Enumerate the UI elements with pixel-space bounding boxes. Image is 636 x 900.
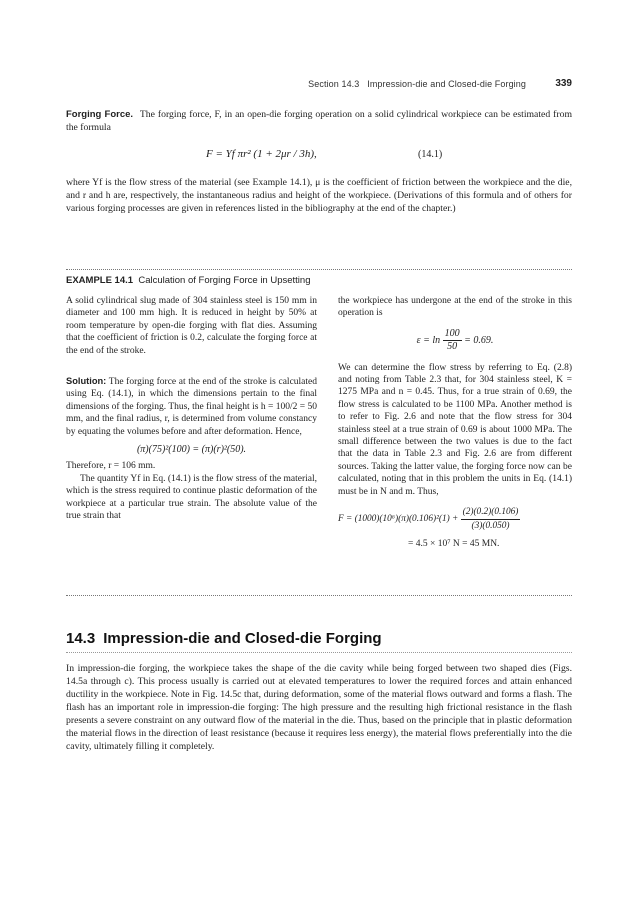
strain-fraction — [443, 328, 462, 354]
force-fraction — [461, 506, 521, 532]
example-left-column — [66, 295, 317, 523]
header-section-title: Impression-die and Closed-die Forging — [367, 79, 526, 89]
forging-force-label: Forging Force. — [66, 109, 134, 120]
example-label: EXAMPLE 14.1 — [66, 275, 134, 286]
strain-equation — [338, 328, 572, 354]
force-denominator: (3)(0.050) — [471, 520, 510, 531]
solution-label: Solution: — [66, 376, 107, 387]
example-solution — [66, 375, 317, 438]
section-heading — [66, 630, 382, 647]
volume-equation: (π)(75)²(100) = (π)(r)²(50). — [136, 444, 247, 456]
flow-stress-text: The quantity Yf in Eq. (14.1) is the flow stress of the material, which is the stress required to continue plastic deformation of the workpiece at a particular true strain. The absolute value of the true strain that — [66, 473, 317, 522]
equation-number: (14.1) — [418, 149, 443, 160]
section-title: Impression-die and Closed-die Forging — [103, 630, 382, 647]
force-eq-prefix: F = (1000)(10⁶)(π)(0.106)²(1) + — [338, 514, 459, 525]
section-underline — [66, 652, 572, 653]
therefore-line: Therefore, r = 106 mm. — [66, 461, 156, 472]
example-right-column — [338, 295, 572, 550]
section-number: 14.3 — [66, 630, 96, 647]
header-section — [308, 79, 526, 89]
formula-14-1: F = Yf πr² (1 + 2μr / 3h), — [206, 148, 317, 160]
solution-text: The forging force at the end of the stroke is calculated using Eq. (14.1), in which the dimensions pertain to the final dimensions of the forging. Thus, the final height is h = 100/2 = 50 mm, and the final radius, r, is determined from volume constancy by equating the volumes before and after deformation. Hence, — [66, 377, 317, 437]
section-body: In impression-die forging, the workpiece takes the shape of the die cavity while being forged between two shaped dies (Figs. 14.5a through c). This process usually is carried out at elevated temperatures to lower the required forces and attain enhanced ductility in the workpiece. Note in Fig. 14.5c that, during deformation, some of the material flows outward and forms a flash. The flash has an important role in impression-die forging: The high pressure and the resulting high frictional resistance in the flash presents a severe constraint on any outward flow of the material in the die. Thus, based on the principle that in plastic deformation the material flows in the direction of least resistance (because it requires less energy), the material flows preferentially into the die cavity, ultimately filling it completely. — [66, 663, 572, 752]
example-title: Calculation of Forging Force in Upsetting — [138, 275, 311, 286]
force-equation — [338, 506, 572, 532]
example-heading — [66, 275, 311, 286]
strain-intro: the workpiece has undergone at the end of the stroke in this operation is — [338, 296, 572, 319]
formula-explanation: where Yf is the flow stress of the material (see Example 14.1), μ is the coefficient of friction between the workpiece and the die, and r and h are, respectively, the instantaneous radius and height of the workpiece. (Derivations of this formula and of others for various forging processes are given in references listed in the bibliography at the end of the chapter.) — [66, 177, 572, 214]
strain-denominator: 50 — [447, 341, 458, 353]
example-bottom-rule — [66, 595, 572, 596]
flow-stress-determination: We can determine the flow stress by referring to Eq. (2.8) and noting from Table 2.3 that, for 304 stainless steel, K = 1275 MPa and n = 0.45. Thus, for a true strain of 0.69, the flow stress is calculated to be 1100 MPa. Another method is to refer to Fig. 2.6 and note that the flow stress for 304 stainless steel at a true strain of 0.69 is about 1000 MPa. The small difference between the two values is due to the fact that the data in Table 2.3 and Fig. 2.6 are from different sources. Taking the latter value, the forging force now can be calculated, noting that in this problem the units in Eq. (14.1) must be in N and m. Thus, — [338, 362, 572, 497]
forging-force-intro: The forging force, F, in an open-die forging operation on a solid cylindrical workpiece can be estimated from the formula — [66, 109, 572, 133]
strain-eq-prefix: ε = ln — [416, 335, 441, 347]
header-section-number: Section 14.3 — [308, 79, 360, 89]
example-top-rule — [66, 269, 572, 270]
page-number: 339 — [555, 78, 572, 89]
force-result: = 4.5 × 10⁷ N = 45 MN. — [408, 538, 500, 549]
force-numerator: (2)(0.2)(0.106) — [461, 506, 521, 519]
strain-eq-suffix: = 0.69. — [464, 335, 494, 347]
forging-force-paragraph — [66, 108, 572, 134]
running-header — [66, 78, 572, 94]
example-problem: A solid cylindrical slug made of 304 stainless steel is 150 mm in diameter and 100 mm high. It is reduced in height by 50% at room temperature by open-die forging with flat dies. Assuming that the coefficient of friction is 0.2, calculate the forging force at the end of the stroke. — [66, 296, 317, 356]
strain-numerator: 100 — [443, 328, 462, 341]
